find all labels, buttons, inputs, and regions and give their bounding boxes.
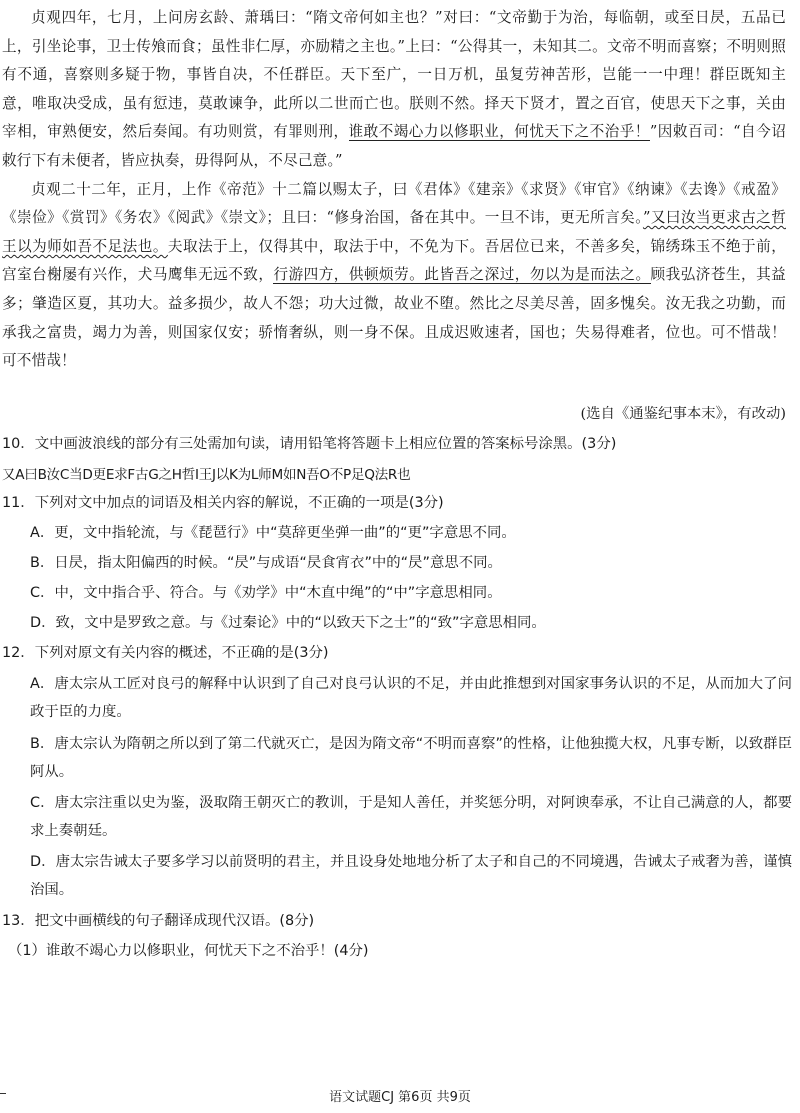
question-10-stem: 10．文中画波浪线的部分有三处需加句读，请用铅笔将答题卡上相应位置的答案标号涂黑。(3分) [2, 436, 617, 452]
passage-text: 贞观四年，七月，上问房玄龄、萧瑀曰：“隋文帝何如主也？”对曰：“文帝勤于为治，每临朝，或至日昃，五品已上，引坐论事，卫士传飧而食；虽性非仁厚，亦励精之主也。”上曰：“公得其一，未知其二。文帝不明而喜察；不明则照有不通，喜察则多疑于物，事皆自决，不任群臣。天下至广，一日万机，虽复劳神苦形，岂能一一中理！群臣既知主意，唯取决受成，虽有愆违，莫敢谏争，此所以二世而亡也。朕则不然。择天下贤才，置之百官，使思天下之事，关由宰相，审熟便安，然后奏闻。有功则赏，有罪则刑， [2, 9, 786, 141]
question-11-option-b: B．日昃，指太阳偏西的时候。“昃”与成语“昃食宵衣”中的“昃”意思不同。 [30, 555, 502, 571]
question-11-option-c: C．中，文中指合乎、符合。与《劝学》中“木直中绳”的“中”字意思相同。 [30, 585, 502, 601]
passage-paragraph-1 [2, 4, 794, 176]
passage-paragraph-2 [2, 176, 794, 376]
question-12-option-d: D．唐太宗告诫太子要多学习以前贤明的君主，并且设身处地地分析了太子和自己的不同境遇，告诫太子戒奢为善，谨慎治国。 [30, 854, 792, 898]
wavy-underlined-sentence: ”又曰汝当更求古之哲王以为师如吾不足法也。 [2, 209, 786, 255]
page-footer: 语文试题CJ 第6页 共9页 [329, 1090, 471, 1105]
classical-passage [2, 4, 794, 376]
question-12-option-c: C．唐太宗注重以史为鉴，汲取隋王朝灭亡的教训，于是知人善任，并奖惩分明，对阿谀奉承，不让自己满意的人，都要求上奏朝廷。 [30, 795, 792, 839]
question-11-option-d: D．致，文中是罗致之意。与《过秦论》中的“以致天下之士”的“致”字意思相同。 [30, 615, 546, 631]
question-13-stem: 13．把文中画横线的句子翻译成现代汉语。(8分) [2, 913, 315, 929]
passage-text: 夫取法于上，仅得其中，取法于中，不免为下。吾居位已来，不善多矣，锦绣珠玉不绝于前，宫室台榭屡有兴作，犬马鹰隼无远不致， [2, 237, 786, 284]
underlined-sentence-1: 谁敢不竭心力以修职业，何忧天下之不治乎！ [348, 123, 650, 141]
question-12-stem: 12．下列对原文有关内容的概述，不正确的是(3分) [2, 645, 329, 661]
passage-source: (选自《通鉴纪事本末》，有改动) [580, 406, 786, 422]
passage-text: 顾我弘济苍生，其益多；肇造区夏，其功大。益多损少，故人不怨；功大过微，故业不堕。然比之尽美尽善，固多愧矣。汝无我之功勤，而承我之富贵，竭力为善，则国家仅安；骄惰奢纵，则一身不保。且成迟败速者，国也；失易得难者，位也。可不惜哉！可不惜哉！ [2, 266, 786, 370]
question-11-option-a: A．更，文中指轮流，与《琵琶行》中“莫辞更坐弹一曲”的“更”字意思不同。 [30, 525, 516, 541]
passage-text: 贞观二十二年，正月，上作《帝范》十二篇以赐太子，曰《君体》《建亲》《求贤》《审官》《纳谏》《去谗》《戒盈》《崇俭》《赏罚》《务农》《阅武》《崇文》；且曰：“修身治国，备在其中。一旦不讳，更无所言矣。 [2, 180, 786, 227]
question-13-sub-1: （1）谁敢不竭心力以修职业，何忧天下之不治乎！(4分) [8, 943, 369, 959]
question-11-stem: 11．下列对文中加点的词语及相关内容的解说，不正确的一项是(3分) [2, 495, 444, 511]
question-12-option-a: A．唐太宗从工匠对良弓的解释中认识到了自己对良弓认识的不足，并由此推想到对国家事务认识的不足，从而加大了问政于臣的力度。 [30, 676, 792, 720]
question-12-option-b: B．唐太宗认为隋朝之所以到了第二代就灭亡，是因为隋文帝“不明而喜察”的性格，让他独揽大权，凡事专断，以致群臣阿从。 [30, 736, 792, 780]
underlined-sentence-2: 行游四方，供顿烦劳。此皆吾之深过，勿以为是而法之。 [273, 266, 651, 284]
passage-text: ”因敕百司：“自今诏敕行下有未便者，皆应执奏，毋得阿从，不尽己意。” [2, 123, 786, 169]
question-10-answer-row: 又A曰B汝C当D更E求F古G之H哲I王J以K为L师M如N吾O不P足Q法R也 [2, 467, 411, 483]
